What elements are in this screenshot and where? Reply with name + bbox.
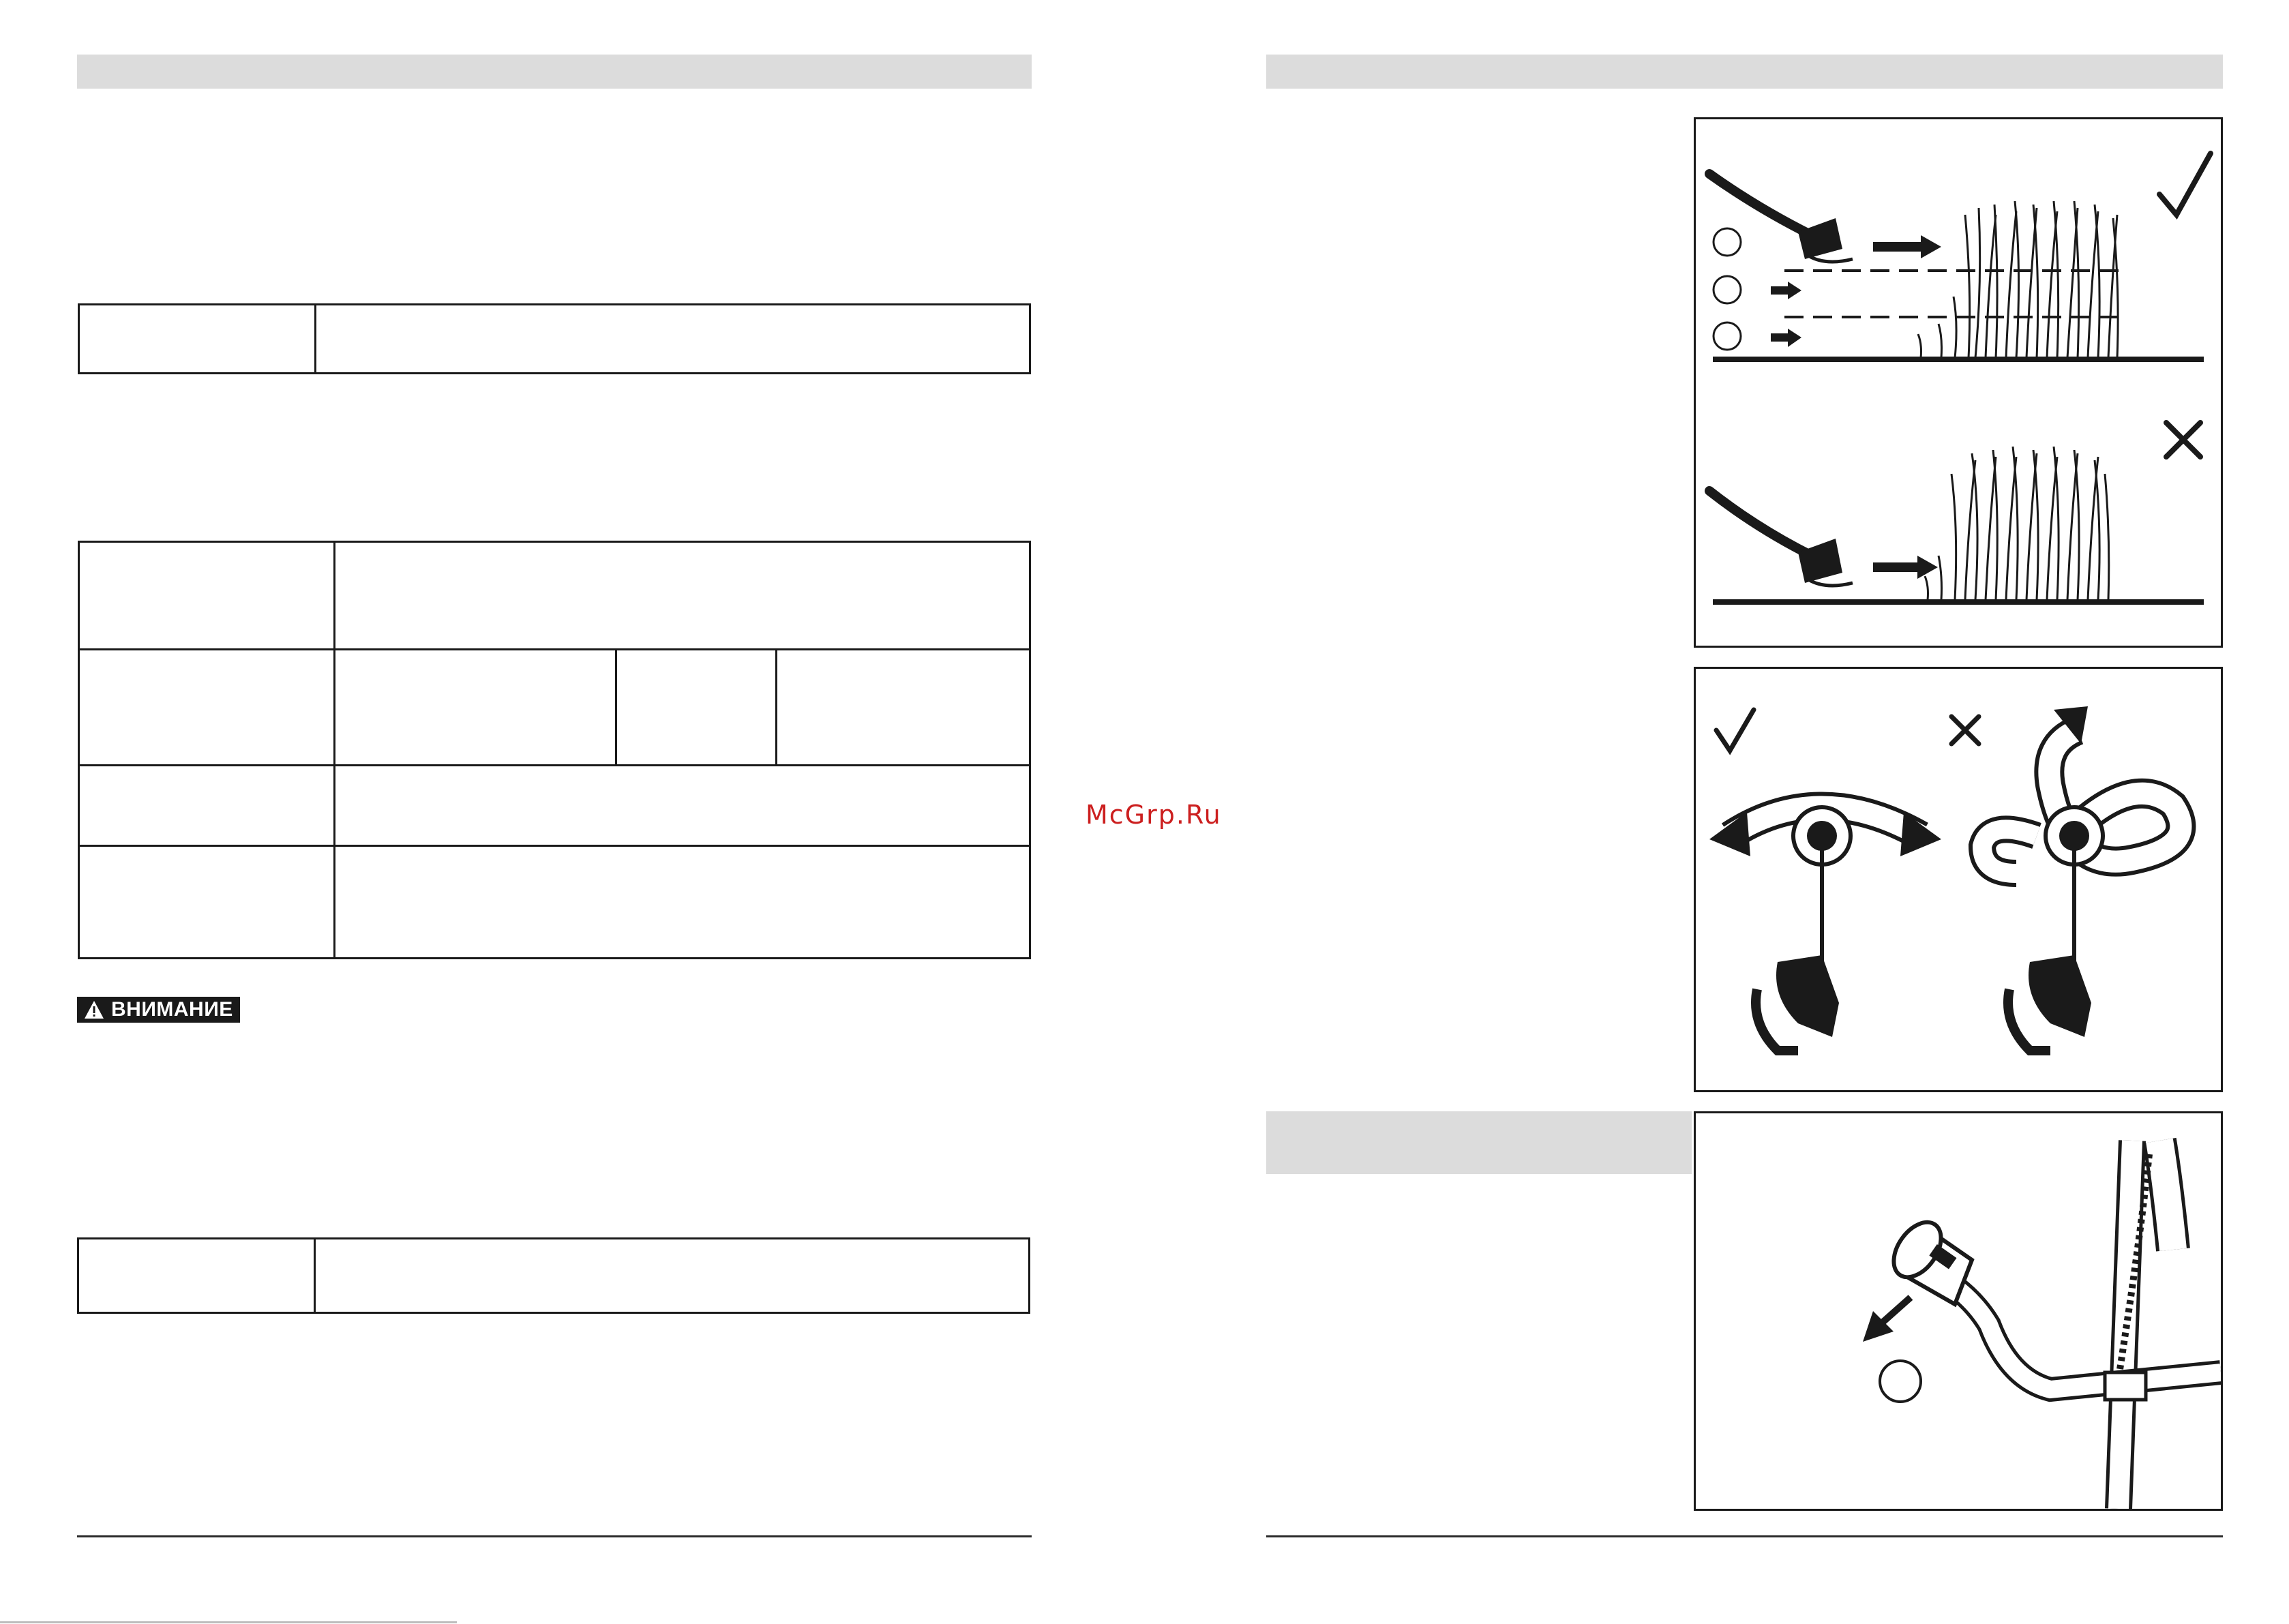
level-marker-2 [1714, 276, 1741, 303]
spec-table-2-row2-col1 [335, 650, 616, 766]
spec-table-1-label-cell [79, 305, 316, 374]
cross-icon [1951, 717, 1979, 744]
swing-arc-arrow-correct [1709, 807, 1941, 1051]
spec-table-3 [77, 1237, 1030, 1314]
spec-table-2-row1-label [79, 542, 335, 650]
swing-loop-arrow-incorrect [1982, 706, 2181, 1051]
right-page-header-bar [1266, 55, 2223, 89]
warning-triangle-icon [84, 1000, 104, 1019]
handle-bar [1928, 1270, 2221, 1400]
spec-table-1-value-cell [316, 305, 1030, 374]
spec-table-2-row4-value [335, 846, 1030, 959]
left-page-header-bar [77, 55, 1032, 89]
spec-table-2-row2-col3 [777, 650, 1030, 766]
trimmer-head-incorrect [1709, 491, 1938, 586]
level-marker-3 [1714, 322, 1741, 350]
left-page-footer-rule [77, 1535, 1032, 1537]
spec-table-2-row2-col2 [616, 650, 777, 766]
section-header-bar [1266, 1111, 1692, 1174]
spec-table-2-row2-label [79, 650, 335, 766]
level-marker-1 [1714, 228, 1741, 256]
grass-tall-correct [1918, 201, 2118, 358]
spec-table-1 [78, 303, 1031, 374]
handle-grip [1884, 1214, 1972, 1304]
bottom-edge-line [0, 1621, 457, 1623]
checkmark-icon [1716, 710, 1754, 751]
spec-table-2-row3-value [335, 766, 1030, 846]
trimmer-shaft [2115, 1141, 2173, 1509]
warning-label: ВНИМАНИЕ [111, 998, 233, 1021]
trimmer-head-correct [1709, 174, 1853, 262]
spec-table-3-label-cell [78, 1239, 315, 1313]
spec-table-2-row3-label [79, 766, 335, 846]
figure-cutting-technique [1694, 117, 2223, 648]
figure-swing-technique [1694, 667, 2223, 1092]
checkmark-icon [2159, 153, 2211, 215]
step-marker [1880, 1361, 1921, 1402]
cross-icon [2166, 423, 2200, 457]
grass-tall-incorrect [1925, 447, 2109, 600]
spec-table-3-value-cell [315, 1239, 1030, 1313]
spec-table-2 [78, 541, 1031, 959]
warning-badge [77, 997, 240, 1023]
right-page-footer-rule [1266, 1535, 2223, 1537]
arrow-right-icon [1771, 235, 1941, 347]
arrow-down-left-icon [1863, 1297, 1911, 1342]
spec-table-2-row4-label [79, 846, 335, 959]
figure-handle [1694, 1111, 2223, 1511]
spec-table-2-row1-value [335, 542, 1030, 650]
watermark: McGrp.Ru [1086, 800, 1222, 830]
